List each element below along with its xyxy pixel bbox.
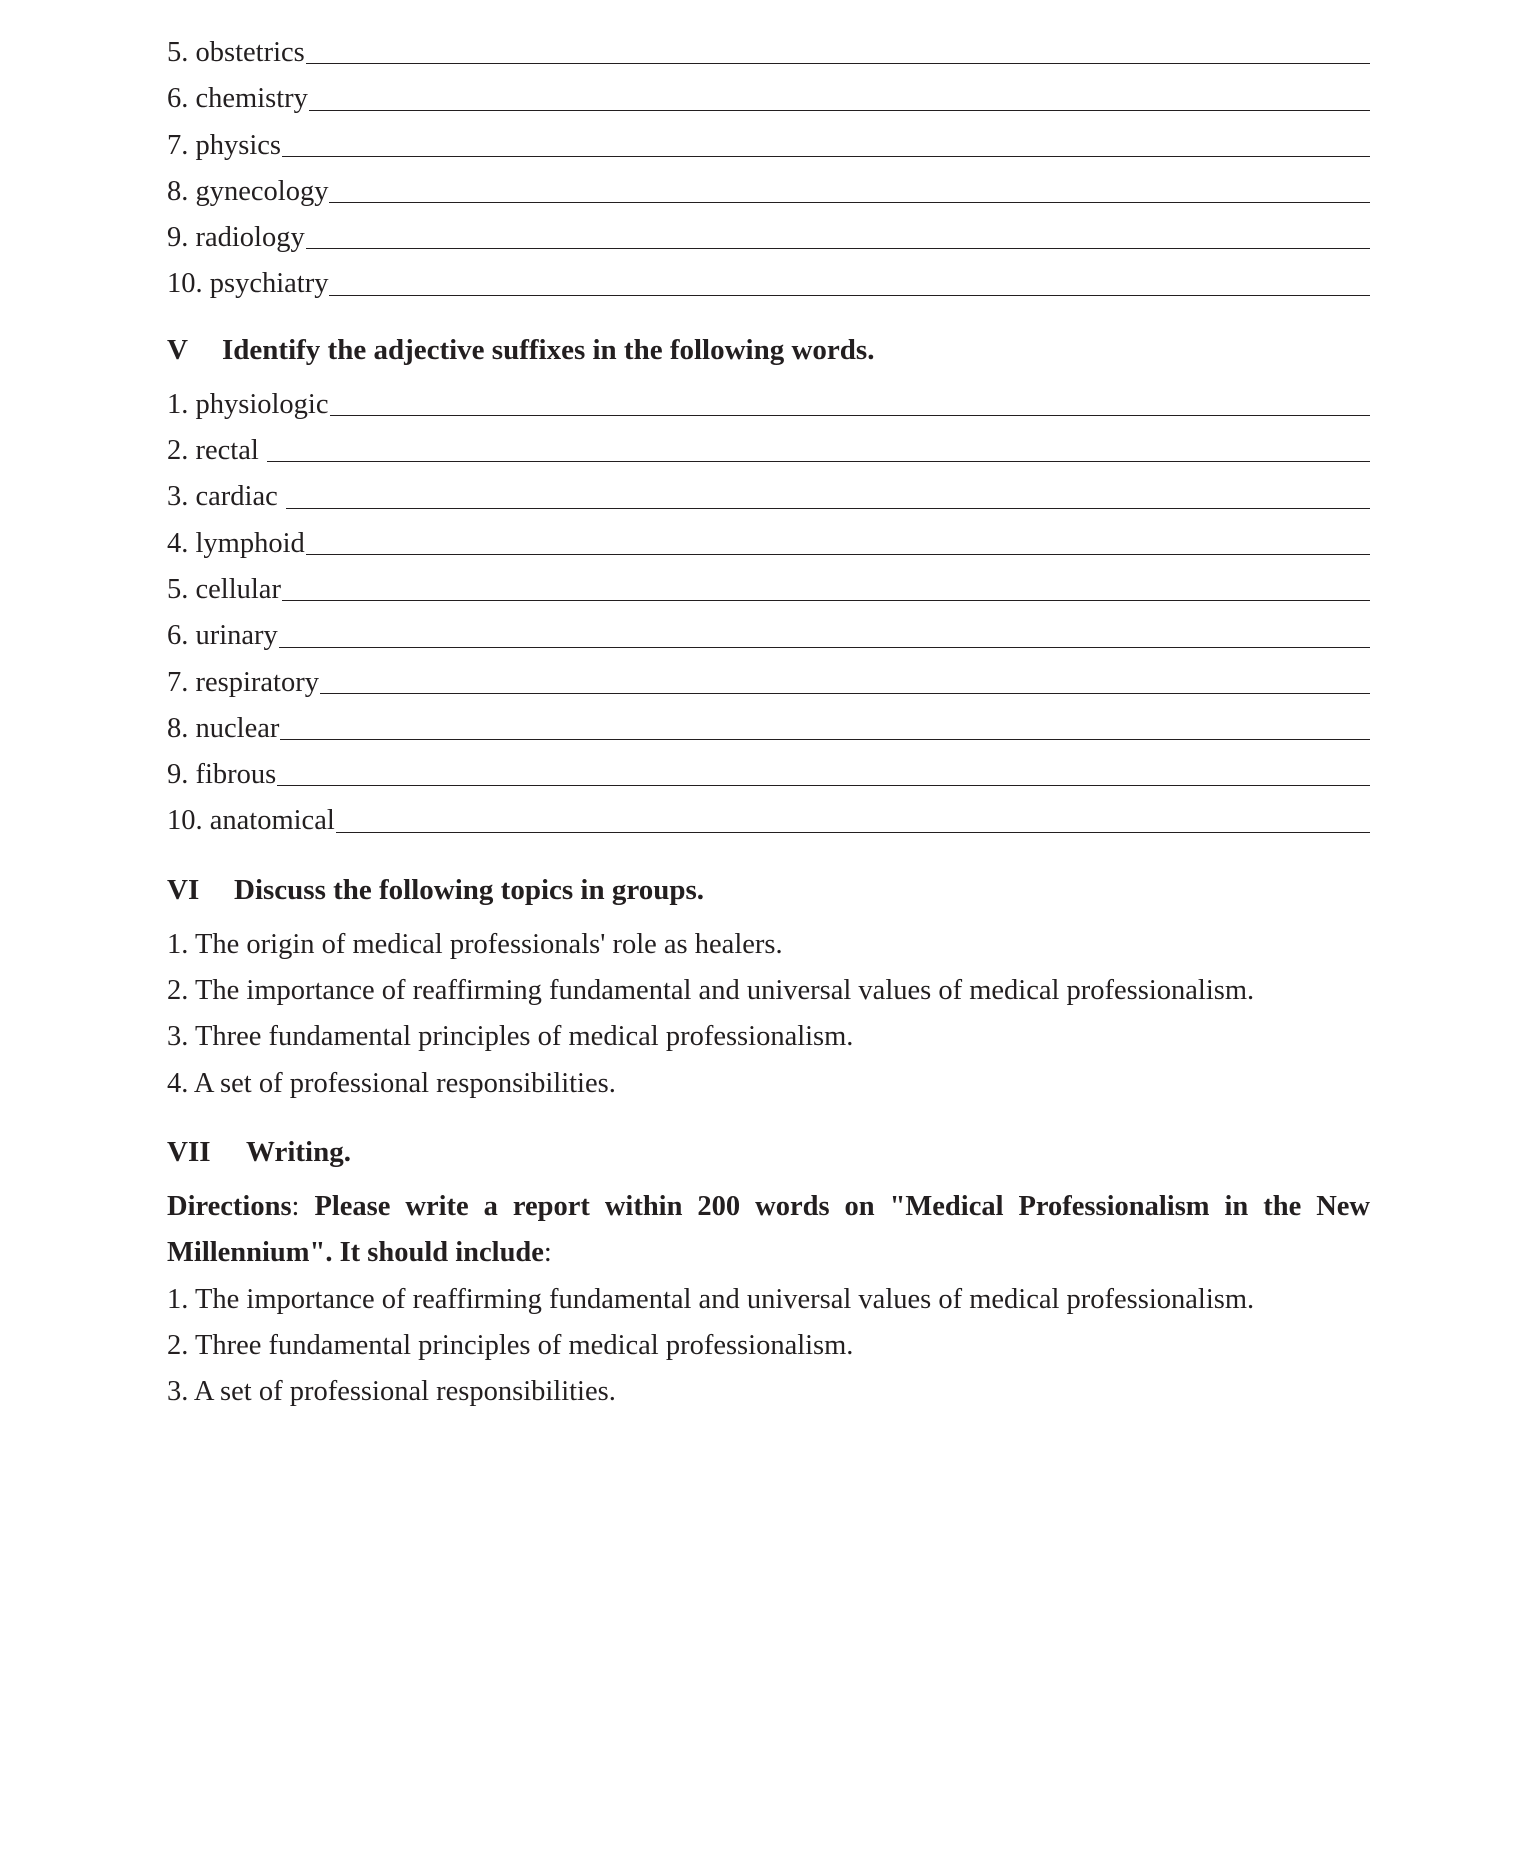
answer-blank[interactable]: [329, 295, 1370, 296]
list-item: [167, 123, 1370, 169]
word-label: 10. anatomical: [167, 805, 335, 837]
list-item: [167, 261, 1370, 307]
answer-blank[interactable]: [306, 554, 1370, 555]
word-label: 7. physics: [167, 129, 281, 161]
answer-blank[interactable]: [279, 647, 1370, 648]
answer-blank[interactable]: [320, 693, 1370, 694]
answer-blank[interactable]: [330, 415, 1371, 416]
list-item: 1. The importance of reaffirming fundamental and universal values of medical professionalism.: [167, 1283, 1255, 1315]
list-item: [167, 613, 1370, 659]
answer-blank[interactable]: [282, 600, 1370, 601]
answer-blank[interactable]: [336, 832, 1370, 833]
word-label: 10. psychiatry: [167, 268, 329, 300]
list-item: [167, 76, 1370, 122]
section-numeral: V: [167, 333, 188, 366]
list-item: 4. A set of professional responsibilities.: [167, 1067, 616, 1099]
section-vii-heading: [167, 1132, 1370, 1172]
word-label: 7. respiratory: [167, 666, 319, 698]
section-numeral: VII: [167, 1135, 211, 1168]
word-label: 3. cardiac: [167, 481, 285, 513]
list-item: [167, 169, 1370, 215]
list-item: [167, 660, 1370, 706]
list-item: 3. A set of professional responsibilities.: [167, 1376, 616, 1408]
word-label: 6. chemistry: [167, 83, 308, 115]
section-vii-list: [167, 1277, 1370, 1416]
worksheet-page: [167, 30, 1370, 1415]
word-label: 5. obstetrics: [167, 37, 305, 68]
list-item: [167, 30, 1370, 76]
word-label: 5. cellular: [167, 573, 281, 605]
list-item: 1. The origin of medical professionals' role as healers.: [167, 928, 783, 960]
section-title: Writing.: [246, 1135, 351, 1168]
word-label: 9. radiology: [167, 222, 305, 254]
list-item: [167, 567, 1370, 613]
section-iv-list: [167, 30, 1370, 308]
directions-label: Directions: [167, 1190, 292, 1222]
section-numeral: VI: [167, 873, 200, 906]
word-label: 6. urinary: [167, 620, 278, 652]
list-item: [167, 215, 1370, 261]
directions-end: :: [543, 1237, 552, 1269]
list-item: [167, 706, 1370, 752]
list-item: 2. The importance of reaffirming fundamental and universal values of medical professionalism.: [167, 975, 1255, 1007]
answer-blank[interactable]: [306, 63, 1370, 64]
word-label: 2. rectal: [167, 435, 266, 467]
answer-blank[interactable]: [306, 248, 1370, 249]
list-item: [167, 752, 1370, 798]
writing-directions: [167, 1184, 1370, 1277]
section-vi-heading: [167, 870, 1370, 910]
list-item: [167, 474, 1370, 520]
answer-blank[interactable]: [267, 461, 1370, 462]
word-label: 8. nuclear: [167, 712, 280, 744]
list-item: [167, 428, 1370, 474]
answer-blank[interactable]: [286, 508, 1370, 509]
answer-blank[interactable]: [309, 110, 1370, 111]
answer-blank[interactable]: [280, 739, 1370, 740]
section-title: Discuss the following topics in groups.: [234, 873, 704, 906]
word-label: 8. gynecology: [167, 175, 329, 207]
directions-text: Please write a report within 200 words on "Medical Professionalism in the New Millennium". It should include: [167, 1190, 1371, 1269]
word-label: 4. lymphoid: [167, 527, 305, 559]
list-item: [167, 382, 1370, 428]
answer-blank[interactable]: [282, 156, 1370, 157]
section-v-list: [167, 382, 1370, 845]
word-label: 1. physiologic: [167, 388, 329, 420]
list-item: [167, 521, 1370, 567]
list-item: 2. Three fundamental principles of medical professionalism.: [167, 1329, 854, 1361]
list-item: 3. Three fundamental principles of medical professionalism.: [167, 1021, 854, 1053]
word-label: 9. fibrous: [167, 759, 277, 791]
list-item: [167, 798, 1370, 844]
section-title: Identify the adjective suffixes in the following words.: [222, 333, 875, 366]
directions-colon: :: [291, 1190, 315, 1222]
answer-blank[interactable]: [277, 785, 1370, 786]
answer-blank[interactable]: [329, 202, 1370, 203]
section-vi-list: [167, 922, 1370, 1107]
section-v-heading: [167, 330, 1370, 370]
